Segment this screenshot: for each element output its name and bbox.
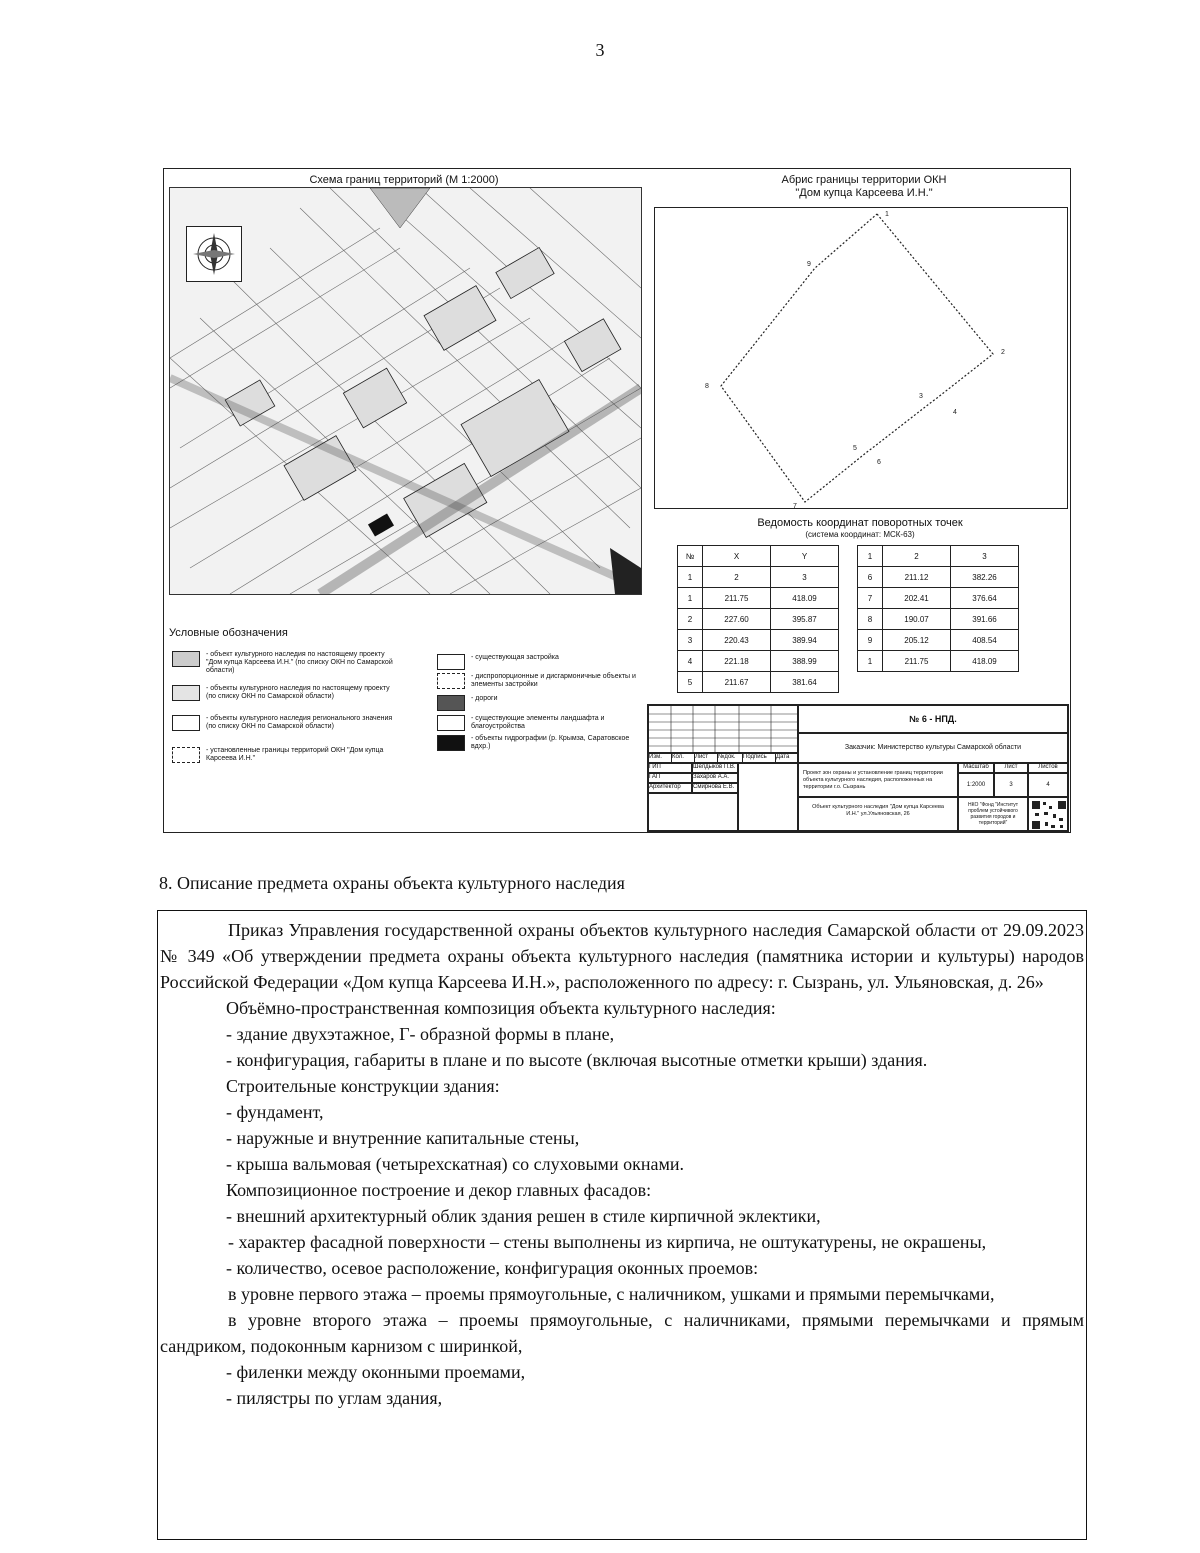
- table-cell: 1: [678, 567, 703, 588]
- table-cell: 227.60: [703, 609, 771, 630]
- legend-label: - установленные границы территорий ОКН "Дом купца Карсеева И.Н.": [206, 747, 384, 762]
- scheme-title: Схема границ территорий (М 1:2000): [309, 174, 499, 186]
- north-arrow-icon: [186, 226, 242, 282]
- abris-point-3: 3: [919, 393, 923, 400]
- table-header: Y: [771, 546, 839, 567]
- legend-swatch: [437, 735, 465, 751]
- table-cell: 211.67: [703, 672, 771, 693]
- legend-item: [437, 735, 647, 751]
- project-description: Проект зон охраны и установление границ территории объекта культурного наследия, расположенных на территории г.о. Сызрань: [798, 763, 958, 797]
- blank-rows: [648, 793, 738, 831]
- table-cell: 389.94: [771, 630, 839, 651]
- table-cell: 408.54: [951, 630, 1019, 651]
- legend-label: - объекты культурного наследия по настоящему проекту (по списку ОКН по Самарской области): [206, 685, 390, 700]
- legend-item: [437, 695, 647, 709]
- table-cell: 3: [678, 630, 703, 651]
- abris-point-6: 6: [877, 459, 881, 466]
- table-cell: 1: [678, 588, 703, 609]
- name-architect: Смирнова Е.В.: [692, 783, 738, 793]
- table-cell: 211.75: [703, 588, 771, 609]
- customer: Заказчик: Министерство культуры Самарской области: [798, 733, 1068, 763]
- table-cell: 9: [858, 630, 883, 651]
- list-item: - крыша вальмовая (четырехскатная) со слуховыми окнами.: [226, 1154, 684, 1174]
- qr-code-icon: [1028, 797, 1068, 831]
- coords-title: [654, 517, 1066, 541]
- list-item: в уровне первого этажа – проемы прямоугольные, с наличником, ушками и прямыми перемычками,: [228, 1284, 995, 1304]
- legend-item: [172, 651, 402, 681]
- legend-item: [172, 715, 402, 737]
- list-item: - здание двухэтажное, Г- образной формы в плане,: [226, 1024, 615, 1044]
- table-row: [858, 567, 1019, 588]
- table-row: [858, 588, 1019, 609]
- table-header: X: [703, 546, 771, 567]
- table-cell: 382.26: [951, 567, 1019, 588]
- col-header: Лист: [695, 754, 718, 762]
- abris-title-1: Абрис границы территории ОКН: [781, 174, 947, 186]
- name-gap: Захаров А.А.: [692, 773, 738, 783]
- table-cell: 211.75: [883, 651, 951, 672]
- table-row: [858, 630, 1019, 651]
- coords-table-right: [857, 545, 1019, 672]
- list-item: - характер фасадной поверхности – стены выполнены из кирпича, не оштукатурены, не окрашены,: [228, 1232, 987, 1252]
- role-gip: ГИП: [648, 763, 692, 773]
- list-item: - наружные и внутренние капитальные стены,: [226, 1128, 580, 1148]
- legend-label: - диспропорционные и дисгармоничные объекты и элементы застройки: [471, 673, 636, 688]
- table-header: 3: [951, 546, 1019, 567]
- legend-swatch: [172, 715, 200, 731]
- scale-value: 1:2000: [958, 773, 994, 797]
- role-gap: ГАП: [648, 773, 692, 783]
- legend-item: [172, 685, 402, 707]
- table-row: [678, 630, 839, 651]
- table-cell: 2: [678, 609, 703, 630]
- title-block: [647, 704, 1069, 832]
- table-cell: 3: [771, 567, 839, 588]
- legend-swatch: [437, 673, 465, 689]
- abris-point-4: 4: [953, 409, 957, 416]
- legend-swatch: [172, 747, 200, 763]
- cadastral-map: [169, 187, 642, 595]
- abris-title-2: "Дом купца Карсеева И.Н.": [795, 187, 933, 199]
- legend-swatch: [172, 685, 200, 701]
- table-row: [858, 651, 1019, 672]
- list-item: - конфигурация, габариты в плане и по высоте (включая высотные отметки крыши) здания.: [226, 1050, 928, 1070]
- abris-diagram: [654, 207, 1068, 509]
- abris-polygon: [655, 208, 1067, 508]
- name-gip: Шелдыков П.В.: [692, 763, 738, 773]
- order-paragraph: Приказ Управления государственной охраны объектов культурного наследия Самарской области от 29.09.2023 № 349 «Об утверждении предмета охраны объекта культурного наследия (памятника истории и культуры) народов Российской Федерации «Дом купца Карсеева И.Н.», расположенного по адресу: г. Сызрань, ул. Ульяновская, д. 26»: [160, 920, 1084, 992]
- col-header: Изм.: [649, 754, 672, 762]
- table-cell: 418.09: [771, 588, 839, 609]
- table-cell: 205.12: [883, 630, 951, 651]
- sheet-value: 3: [994, 773, 1028, 797]
- map-sheet: [163, 168, 1071, 833]
- page-number: 3: [595, 40, 605, 60]
- table-row: [678, 609, 839, 630]
- legend-label: - дороги: [471, 695, 498, 702]
- legend-swatch: [437, 715, 465, 731]
- legend-label: - объекты культурного наследия регионального значения (по списку ОКН по Самарской области): [206, 715, 393, 730]
- abris-point-7: 7: [793, 503, 797, 508]
- table-cell: 2: [703, 567, 771, 588]
- table-header: №: [678, 546, 703, 567]
- coords-title-system: (система координат: МСК-63): [805, 530, 915, 539]
- list-item: - пилястры по углам здания,: [226, 1388, 443, 1408]
- list-item: - филенки между оконными проемами,: [226, 1362, 526, 1382]
- table-cell: 221.18: [703, 651, 771, 672]
- table-header: 2: [883, 546, 951, 567]
- revision-headers: [648, 753, 798, 763]
- table-row: [678, 588, 839, 609]
- legend-swatch: [437, 695, 465, 711]
- organization: НКО "Фонд "Институт проблем устойчивого развития городов и территорий": [958, 797, 1028, 831]
- sheets-value: 4: [1028, 773, 1068, 797]
- abris-point-5: 5: [853, 445, 857, 452]
- table-header: 1: [858, 546, 883, 567]
- table-cell: 1: [858, 651, 883, 672]
- table-cell: 211.12: [883, 567, 951, 588]
- abris-point-9: 9: [807, 261, 811, 268]
- sheets-header: Листов: [1028, 763, 1068, 773]
- protection-subject-box: [157, 910, 1087, 1540]
- col-header: №док.: [718, 754, 743, 762]
- table-cell: 5: [678, 672, 703, 693]
- list-item: в уровне второго этажа – проемы прямоугольные, с наличниками, прямыми перемычками и прямым сандриком, подоконным карнизом с ширинкой,: [160, 1310, 1084, 1356]
- table-row: [858, 609, 1019, 630]
- table-cell: 376.64: [951, 588, 1019, 609]
- role-architect: Архитектор: [648, 783, 692, 793]
- legend-label: - объекты гидрографии (р. Крымза, Саратовское вдхр.): [471, 735, 630, 750]
- legend-label: - существующая застройка: [471, 654, 559, 661]
- text-line: Композиционное построение и декор главных фасадов:: [226, 1180, 652, 1200]
- table-cell: 388.99: [771, 651, 839, 672]
- object-name: Объект культурного наследия "Дом купца Карсеева И.Н." ул.Ульяновская, 26: [798, 797, 958, 831]
- legend-item: [437, 715, 647, 731]
- table-cell: 6: [858, 567, 883, 588]
- text-line: Объёмно-пространственная композиция объекта культурного наследия:: [226, 998, 776, 1018]
- table-cell: 7: [858, 588, 883, 609]
- legend-label: - существующие элементы ландшафта и благоустройства: [471, 715, 605, 730]
- doc-number: № 6 - НПД.: [798, 705, 1068, 733]
- table-cell: 381.64: [771, 672, 839, 693]
- table-row: [678, 651, 839, 672]
- legend-item: [172, 747, 402, 769]
- col-header: Кол.: [672, 754, 695, 762]
- list-item: - внешний архитектурный облик здания решен в стиле кирпичной эклектики,: [226, 1206, 821, 1226]
- text-line: Строительные конструкции здания:: [226, 1076, 500, 1096]
- table-cell: 391.66: [951, 609, 1019, 630]
- coords-title-main: Ведомость координат поворотных точек: [757, 517, 963, 529]
- coords-table-left: [677, 545, 839, 693]
- abris-point-2: 2: [1001, 349, 1005, 356]
- legend-item: [437, 673, 647, 691]
- legend-swatch: [437, 654, 465, 670]
- col-header: Подпись: [743, 754, 776, 762]
- table-cell: 395.87: [771, 609, 839, 630]
- sheet-header: Лист: [994, 763, 1028, 773]
- section-title: 8. Описание предмета охраны объекта культурного наследия: [159, 873, 625, 893]
- table-cell: 418.09: [951, 651, 1019, 672]
- revision-grid: [648, 705, 798, 753]
- table-cell: 190.07: [883, 609, 951, 630]
- legend-item: [437, 654, 647, 668]
- table-cell: 202.41: [883, 588, 951, 609]
- list-item: - фундамент,: [226, 1102, 324, 1122]
- table-row: [678, 672, 839, 693]
- table-cell: 8: [858, 609, 883, 630]
- list-item: - количество, осевое расположение, конфигурация оконных проемов:: [226, 1258, 759, 1278]
- abris-point-1: 1: [885, 211, 889, 218]
- signature-area: [738, 763, 798, 831]
- legend-swatch: [172, 651, 200, 667]
- scale-header: Масштаб: [958, 763, 994, 773]
- col-header: Дата: [776, 754, 790, 760]
- legend-title: Условные обозначения: [169, 627, 288, 639]
- table-cell: 4: [678, 651, 703, 672]
- legend-label: - объект культурного наследия по настоящему проекту "Дом купца Карсеева И.Н." (по списку ОКН по Самарской области): [206, 651, 393, 674]
- abris-point-8: 8: [705, 383, 709, 390]
- table-cell: 220.43: [703, 630, 771, 651]
